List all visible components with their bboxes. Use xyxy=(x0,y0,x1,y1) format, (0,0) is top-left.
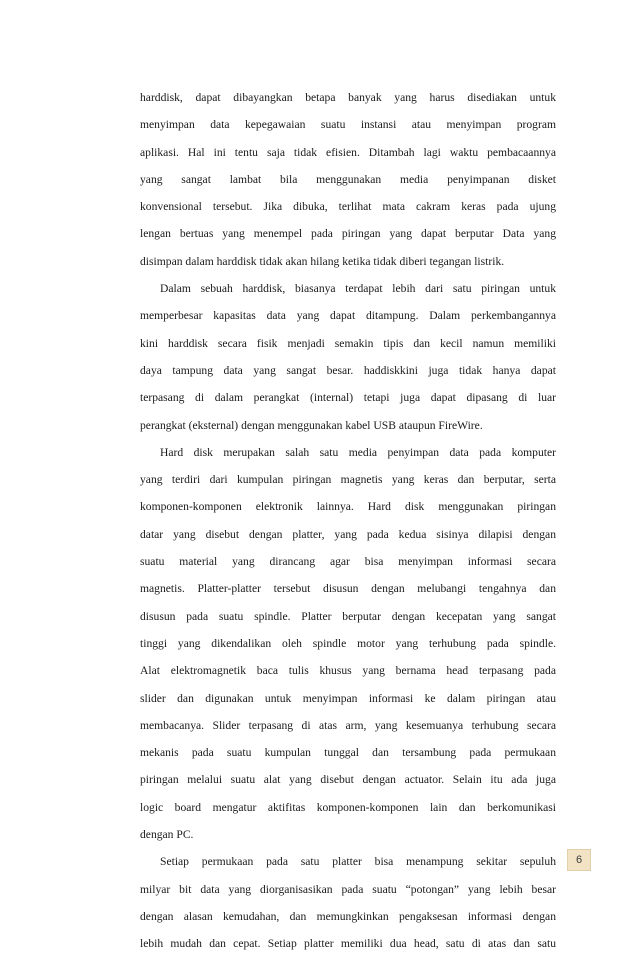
text-line: daya tampung data yang sangat besar. haddiskkini juga tidak hanya dapat xyxy=(140,363,556,377)
text-line: dengan alasan kemudahan, dan memungkinkan pengaksesan informasi dengan xyxy=(140,909,556,923)
text-line: komponen-komponen elektronik lainnya. Hard disk menggunakan piringan xyxy=(140,500,556,514)
text-line: terpasang di dalam perangkat (internal) tetapi juga dapat dipasang di luar xyxy=(140,391,556,405)
text-line: konvensional tersebut. Jika dibuka, terlihat mata cakram keras pada ujung xyxy=(140,200,556,214)
page-number-badge: 6 xyxy=(567,849,591,871)
text-line: menyimpan data kepegawaian suatu instansi atau menyimpan program xyxy=(140,118,556,132)
text-line: mekanis pada suatu kumpulan tunggal dan tersambung pada permukaan xyxy=(140,746,556,760)
text-line: logic board mengatur aktifitas komponen-komponen lain dan berkomunikasi xyxy=(140,800,556,814)
text-line: membacanya. Slider terpasang di atas arm, yang kesemuanya terhubung secara xyxy=(140,718,556,732)
text-line: lebih mudah dan cepat. Setiap platter memiliki dua head, satu di atas dan satu xyxy=(140,937,556,951)
text-line: Dalam sebuah harddisk, biasanya terdapat lebih dari satu piringan untuk xyxy=(160,282,556,296)
text-line: lengan bertuas yang menempel pada piringan yang dapat berputar Data yang xyxy=(140,227,556,241)
text-line: slider dan digunakan untuk menyimpan informasi ke dalam piringan atau xyxy=(140,691,556,705)
text-line: Hard disk merupakan salah satu media penyimpan data pada komputer xyxy=(160,445,556,459)
text-line: disimpan dalam harddisk tidak akan hilang ketika tidak diberi tegangan listrik. xyxy=(140,254,505,268)
text-line: perangkat (eksternal) dengan menggunakan kabel USB ataupun FireWire. xyxy=(140,418,483,432)
text-line: Alat elektromagnetik baca tulis khusus yang bernama head terpasang pada xyxy=(140,664,556,678)
text-line: disusun pada suatu spindle. Platter berputar dengan kecepatan yang sangat xyxy=(140,609,556,623)
text-line: piringan melalui suatu alat yang disebut dengan actuator. Selain itu ada juga xyxy=(140,773,556,787)
text-line: kini harddisk secara fisik menjadi semakin tipis dan kecil namun memiliki xyxy=(140,336,556,350)
text-line: suatu material yang dirancang agar bisa menyimpan informasi secara xyxy=(140,555,556,569)
text-line: Setiap permukaan pada satu platter bisa menampung sekitar sepuluh xyxy=(160,855,556,869)
text-line: tinggi yang dikendalikan oleh spindle motor yang terhubung pada spindle. xyxy=(140,636,556,650)
text-line: milyar bit data yang diorganisasikan pada suatu “potongan” yang lebih besar xyxy=(140,882,556,896)
text-line: harddisk, dapat dibayangkan betapa banyak yang harus disediakan untuk xyxy=(140,91,556,104)
text-line: yang terdiri dari kumpulan piringan magnetis yang keras dan berputar, serta xyxy=(140,473,556,487)
text-line: magnetis. Platter-platter tersebut disusun dengan melubangi tengahnya dan xyxy=(140,582,556,596)
text-line: aplikasi. Hal ini tentu saja tidak efisien. Ditambah lagi waktu pembacaannya xyxy=(140,145,556,159)
text-line: memperbesar kapasitas data yang dapat ditampung. Dalam perkembangannya xyxy=(140,309,556,323)
text-line: dengan PC. xyxy=(140,828,194,842)
text-line: datar yang disebut dengan platter, yang pada kedua sisinya dilapisi dengan xyxy=(140,527,556,541)
text-line: yang sangat lambat bila menggunakan media penyimpanan disket xyxy=(140,172,556,186)
document-body xyxy=(140,84,556,958)
